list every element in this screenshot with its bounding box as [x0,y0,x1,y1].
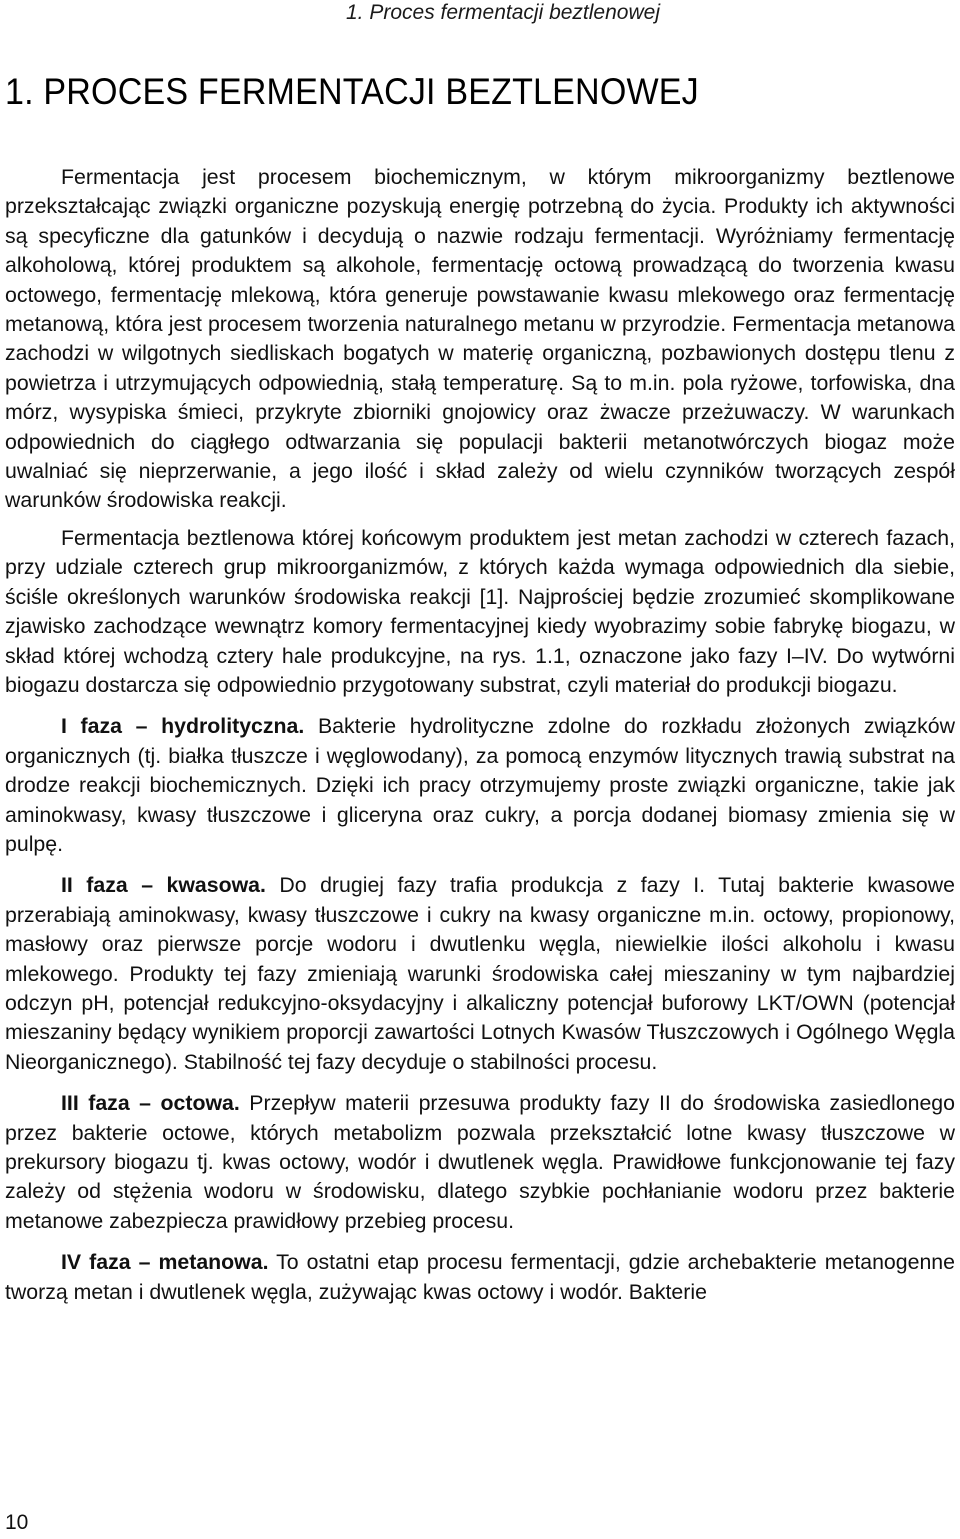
running-header: 1. Proces fermentacji beztlenowej [346,1,660,24]
phase-1-text: Bakterie hydrolityczne zdolne do rozkładu złożonych związków organicznych (tj. białka tłuszcze i węglowodany), za pomocą enzymów litycznych trawią substrat na drodze reakcji biochemicznych. Dzięki ich pracy otrzymujemy proste związki organiczne, takie jak aminokwasy, kwasy tłuszczowe i gliceryna oraz cukry, a porcja dodanej biomasy zmienia się w pulpę. [5,714,955,856]
paragraph-phase-2 [5,871,955,1077]
phase-2-text: Do drugiej fazy trafia produkcja z fazy I. Tutaj bakterie kwasowe przerabiają aminokwasy, kwasy tłuszczowe i cukry na kwasy organiczne m.in. octowy, propionowy, masłowy oraz pierwsze porcje wodoru i dwutlenku węgla, niewielkie ilości alkoholu i kwasu mlekowego. Produkty tej fazy zmieniają warunki środowiska całej mieszaniny w tym najbardziej odczyn pH, potencjał redukcyjno-oksydacyjny i alkaliczny potencjał buforowy LKT/OWN (potencjał mieszaniny będący wynikiem proporcji zawartości Lotnych Kwasów Tłuszczowych i Ogólnego Węgla Nieorganicznego). Stabilność tej fazy decyduje o stabilności procesu. [5,873,955,1074]
phase-2-label: II faza – kwasowa. [61,873,266,898]
phase-4-label: IV faza – metanowa. [61,1250,269,1275]
phase-3-text: Przepływ materii przesuwa produkty fazy II do środowiska zasiedlonego przez bakterie octowe, których metabolizm pozwala przekształcić lotne kwasy tłuszczowe w prekursory biogazu tj. kwas octowy, wodór i dwutlenek węgla. Prawidłowe funkcjonowanie tej fazy zależy od stężenia wodoru w środowisku, dlatego szybkie pochłanianie wodoru przez bakterie metanowe zabezpiecza prawidłowy przebieg procesu. [5,1091,955,1233]
phase-4-text: To ostatni etap procesu fermentacji, gdzie archebakterie metanogenne tworzą metan i dwutlenek węgla, zużywając kwas octowy i wodór. Bakterie [5,1250,955,1304]
chapter-title: 1. PROCES FERMENTACJI BEZTLENOWEJ [5,71,699,112]
phase-1-label: I faza – hydrolityczna. [61,714,305,739]
phase-3-label: III faza – octowa. [61,1091,240,1116]
paragraph-phase-1 [5,712,955,859]
paragraph-intro: Fermentacja jest procesem biochemicznym, w którym mikroorganizmy beztlenowe przekształcając związki organiczne pozyskują energię potrzebną do życia. Produkty ich aktywności są specyficzne dla gatunków i decydują o nazwie rodzaju fermentacji. Wyróżniamy fermentację alkoholową, której produktem są alkohole, fermentację octową prowadzącą do tworzenia kwasu octowego, fermentację mlekową, która generuje powstawanie kwasu mlekowego oraz fermentację metanową, która jest procesem tworzenia naturalnego metanu w przyrodzie. Fermentacja metanowa zachodzi w wilgotnych siedliskach bogatych w materię organiczną, pozbawionych dostępu tlenu z powietrza i utrzymujących odpowiednią, stałą temperaturę. Są to m.in. pola ryżowe, torfowiska, dna mórz, wysypiska śmieci, przykryte zbiorniki gnojowicy oraz żwacze przeżuwaczy. W warunkach odpowiednich do ciągłego odtwarzania się populacji bakterii metanotwórczych biogaz może uwalniać się nieprzerwanie, a jego ilość i skład zależy od wielu czynników tworzących zespół warunków środowiska reakcji. [5,165,955,513]
paragraph-four-phases: Fermentacja beztlenowa której końcowym produktem jest metan zachodzi w czterech fazach, przy udziale czterech grup mikroorganizmów, z których każda wymaga odpowiednich dla siebie, ściśle określonych warunków środowiska reakcji [1]. Najprościej będzie zrozumieć skomplikowane zjawisko zachodzące wewnątrz komory fermentacyjnej kiedy wyobrazimy sobie fabrykę biogazu, w skład której wchodzą cztery hale produkcyjne, na rys. 1.1, oznaczone jako fazy I–IV. Do wytwórni biogazu dostarcza się odpowiednio przygotowany substrat, czyli materiał do produkcji biogazu. [5,525,955,697]
page-number: 10 [5,1511,29,1534]
body-text [5,163,955,1307]
paragraph-phase-4 [5,1248,955,1307]
paragraph-phase-3 [5,1089,955,1236]
